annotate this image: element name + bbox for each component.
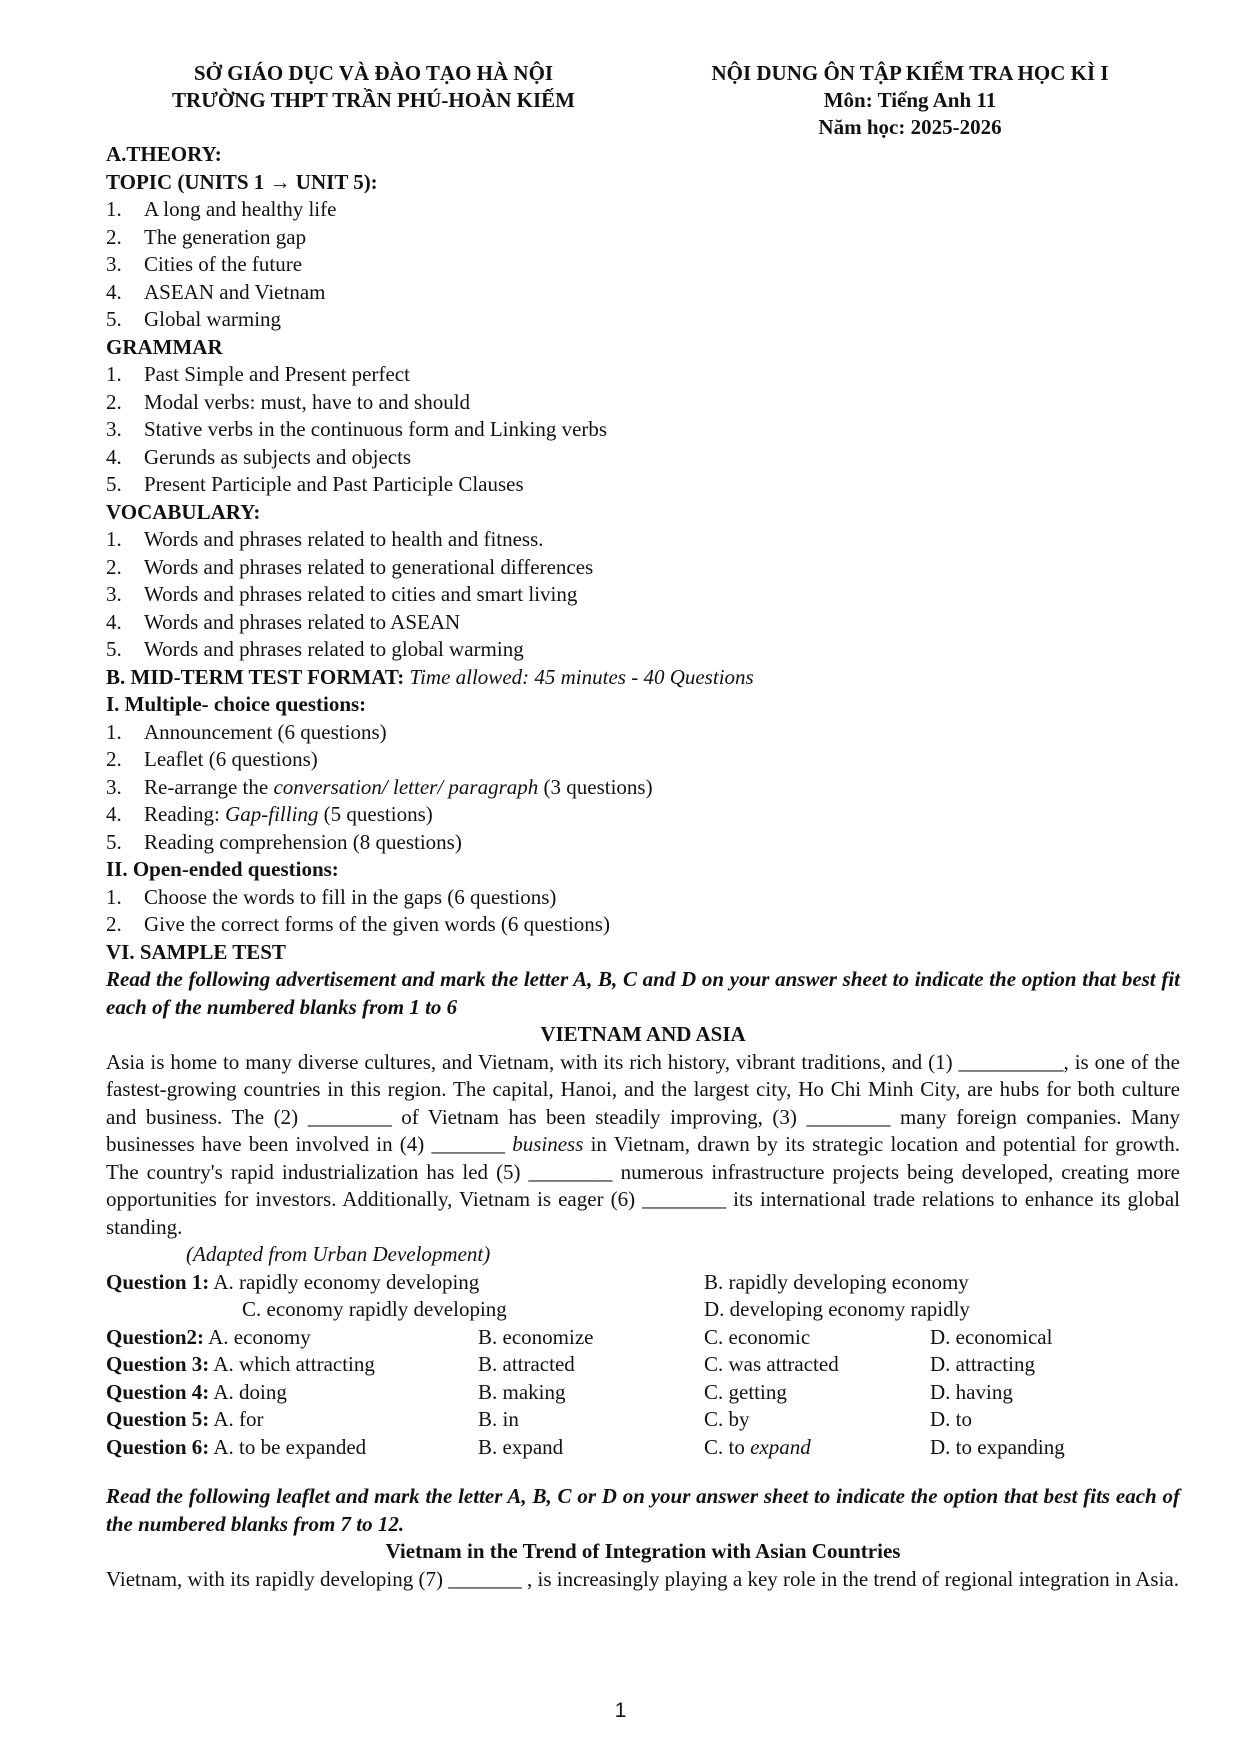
list-item: 5. Global warming	[106, 307, 282, 331]
list-item: 1. Choose the words to fill in the gaps (6 questions)	[106, 884, 557, 909]
question-4: Question 4: A. doing B. making C. getting D. having	[106, 1379, 1013, 1404]
list-item: 1. A long and healthy life	[106, 197, 337, 221]
question-3: Question 3: A. which attracting B. attracted C. was attracted D. attracting	[106, 1352, 1035, 1376]
list-item: 4. ASEAN and Vietnam	[106, 279, 326, 304]
list-item: 1. Past Simple and Present perfect	[106, 362, 410, 386]
list-item: 3. Cities of the future	[106, 252, 303, 276]
list-item: 2. Leaflet (6 questions)	[106, 747, 318, 771]
subject: Môn: Tiếng Anh 11	[823, 88, 997, 112]
list-item: 4. Gerunds as subjects and objects	[106, 444, 412, 469]
instruction-1: Read the following advertisement and mark the letter A, B, C and D on your answer sheet to indicate the option that best fit each of the numbered blanks from 1 to 6	[106, 967, 1180, 1019]
passage-title-1: VIETNAM AND ASIA	[540, 1022, 746, 1046]
list-item: 4. Words and phrases related to ASEAN	[106, 609, 461, 634]
list-item: 5. Present Participle and Past Participle Clauses	[106, 472, 524, 496]
time-allowed: Time allowed: 45 minutes - 40 Questions	[409, 664, 754, 689]
list-item: 1. Announcement (6 questions)	[106, 719, 387, 744]
list-item: 3. Words and phrases related to cities and smart living	[106, 582, 578, 606]
option-d: D. developing economy rapidly	[704, 1297, 970, 1321]
list-item: 2. Give the correct forms of the given words (6 questions)	[106, 912, 610, 936]
list-item: 2. Modal verbs: must, have to and should	[106, 389, 471, 414]
list-item: 3. Stative verbs in the continuous form and Linking verbs	[106, 417, 608, 441]
passage-title-2: Vietnam in the Trend of Integration with Asian Countries	[385, 1539, 901, 1563]
topic-heading: TOPIC (UNITS 1 → UNIT 5):	[106, 169, 378, 194]
header-left	[106, 60, 641, 114]
option-c: C. economy rapidly developing	[242, 1297, 507, 1321]
header-right	[660, 60, 1160, 141]
page-number: 1	[614, 1699, 627, 1722]
question-1-cont	[106, 1296, 1180, 1324]
question-5: Question 5: A. for B. in C. by D. to	[106, 1407, 972, 1431]
question-2: Question2: A. economy B. economize C. economic D. economical	[106, 1324, 1053, 1349]
list-item: 2. The generation gap	[106, 224, 307, 249]
mc-heading: I. Multiple- choice questions:	[106, 692, 367, 716]
list-item: 1. Words and phrases related to health and fitness.	[106, 527, 544, 551]
open-ended-heading: II. Open-ended questions:	[106, 857, 339, 881]
passage-2: Vietnam, with its rapidly developing (7) _______ , is increasingly playing a key role in the trend of regional integration in Asia.	[106, 1566, 1179, 1591]
department-name: SỞ GIÁO DỤC VÀ ĐÀO TẠO HÀ NỘI	[193, 61, 554, 85]
school-name: TRƯỜNG THPT TRẦN PHÚ-HOÀN KIẾM	[172, 88, 575, 112]
option-b: B. rapidly developing economy	[704, 1269, 969, 1294]
list-item: 5. Reading comprehension (8 questions)	[106, 829, 462, 854]
grammar-heading: GRAMMAR	[106, 334, 223, 359]
sample-test-heading: VI. SAMPLE TEST	[106, 939, 286, 964]
document-title: NỘI DUNG ÔN TẬP KIỂM TRA HỌC KÌ I	[711, 61, 1109, 85]
vocabulary-heading: VOCABULARY:	[106, 499, 261, 524]
test-format-heading: B. MID-TERM TEST FORMAT: Time allowed: 45 minutes - 40 Questions	[106, 664, 754, 689]
question-1: Question 1: A. rapidly economy developing B. rapidly developing economy	[106, 1269, 1180, 1297]
document-body	[106, 141, 1180, 1593]
list-item: 5. Words and phrases related to global warming	[106, 637, 524, 661]
question-6: Question 6: A. to be expanded B. expand C. to expand D. to expanding	[106, 1434, 1065, 1459]
list-item: 4. Reading: Gap-filling (5 questions)	[106, 802, 433, 826]
list-item: 3. Re-arrange the conversation/ letter/ paragraph (3 questions)	[106, 774, 653, 799]
passage-source: (Adapted from Urban Development)	[186, 1242, 491, 1266]
passage-1: Asia is home to many diverse cultures, and Vietnam, with its rich history, vibrant traditions, and (1) __________, is one of the fastest-growing countries in this region. The capital, Hanoi, and the largest city, Ho Chi Minh City, are hubs for both culture and business. The (2) ________ of Vietnam has been steadily improving, (3) ________ many foreign companies. Many businesses have been involved in (4) _______ business in Vietnam, drawn by its strategic location and potential for growth. The country's rapid industrialization has led (5) ________ numerous infrastructure projects being developed, creating more opportunities for investors. Additionally, Vietnam is eager (6) ________ its international trade relations to enhance its global standing.	[106, 1049, 1180, 1239]
list-item: 2. Words and phrases related to generational differences	[106, 554, 594, 579]
theory-heading: A.THEORY:	[106, 142, 222, 166]
instruction-2: Read the following leaflet and mark the letter A, B, C or D on your answer sheet to indicate the option that best fits each of the numbered blanks from 7 to 12.	[106, 1484, 1180, 1536]
school-year: Năm học: 2025-2026	[818, 115, 1002, 139]
